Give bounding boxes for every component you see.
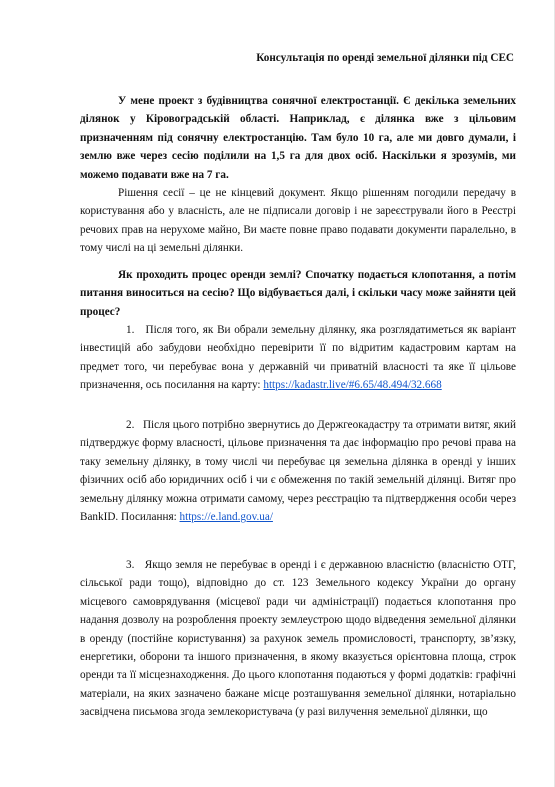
list-item-text: Після цього потрібно звернутись до Держгеокадастру та отримати витяг, який підтверджує форму власності, цільове призначення та дає інформацію про речові права на таку земельну ділянку, в тому числі чи перебуває ця земельна ділянка в оренді у інших фізичних осіб або юридичних осіб і чи є обмеження по такій земельній ділянці. Витяг про земельну ділянку можна отримати самому, через реєстрацію та підтвердження особи через BankID. Посилання:	[80, 419, 516, 524]
question-paragraph-1: У мене проект з будівництва сонячної електростанції. Є декілька земельних ділянок у Кіровоградській області. Наприклад, є ділянка вже з цільовим призначенням під сонячну електростанцію. Там було 10 га, але ми довго думали, і землю вже через сесію поділили на 1,5 га для двох осіб. Наскільки я зрозумів, ми можемо подавати вже на 7 га.	[80, 95, 516, 181]
list-item-3	[80, 556, 516, 722]
list-item-number: 2.	[126, 419, 135, 431]
list-item-text: Після того, як Ви обрали земельну ділянку, яка розглядатиметься як варіант інвестицій або забудови необхідно перевірити її по відритим кадастровим картам на предмет того, чи перебуває вона у державній чи приватній власності та яке її цільове призначення, ось посилання на карту:	[80, 324, 516, 392]
list-item-2	[80, 416, 516, 526]
list-item-number: 1.	[126, 324, 135, 336]
list-item-number: 3.	[126, 559, 135, 571]
list-item-text: Якщо земля не перебуває в оренді і є державною власністю (власністю ОТГ, сільської ради тощо), відповідно до ст. 123 Земельного кодексу України до органу місцевого самоврядування (місцевої ради чи адміністрації) подається клопотання про надання дозволу на розроблення проекту землеустрою щодо відведення земельної ділянки в оренду (постійне користування) за рахунок земель промисловості, транспорту, зв’язку, енергетики, оборони та іншого призначення, в якому вказується орієнтовна площа, строк оренди та її місцезнаходження. До цього клопотання подаються у формі додатків: графічні матеріали, на яких зазначено бажане місце розташування земельної ділянки, нотаріально засвідчена письмова згода землекористувача (у разі вилучення земельної ділянки, що	[80, 559, 516, 719]
list-item-1	[80, 321, 516, 395]
answer-paragraph-1: Рішення сесії – це не кінцевий документ. Якщо рішенням погодили передачу в користування або у власність, але не підписали договір і не зареєстрували його в Реєстрі речових прав на нерухоме майно, Ви маєте повне право подавати документи паралельно, в тому числі на ці земельні ділянки.	[80, 187, 516, 255]
e-land-link[interactable]: https://e.land.gov.ua/	[179, 511, 273, 524]
kadastr-map-link[interactable]: https://kadastr.live/#6.65/48.494/32.668	[263, 379, 442, 392]
question-paragraph-2: Як проходить процес оренди землі? Спочатку подається клопотання, а потім питання виноситься на сесію? Що відбувається далі, і скільки часу може зайняти цей процес?	[80, 269, 516, 318]
document-title: Консультація по оренді земельної ділянки під СЕС	[256, 52, 514, 64]
